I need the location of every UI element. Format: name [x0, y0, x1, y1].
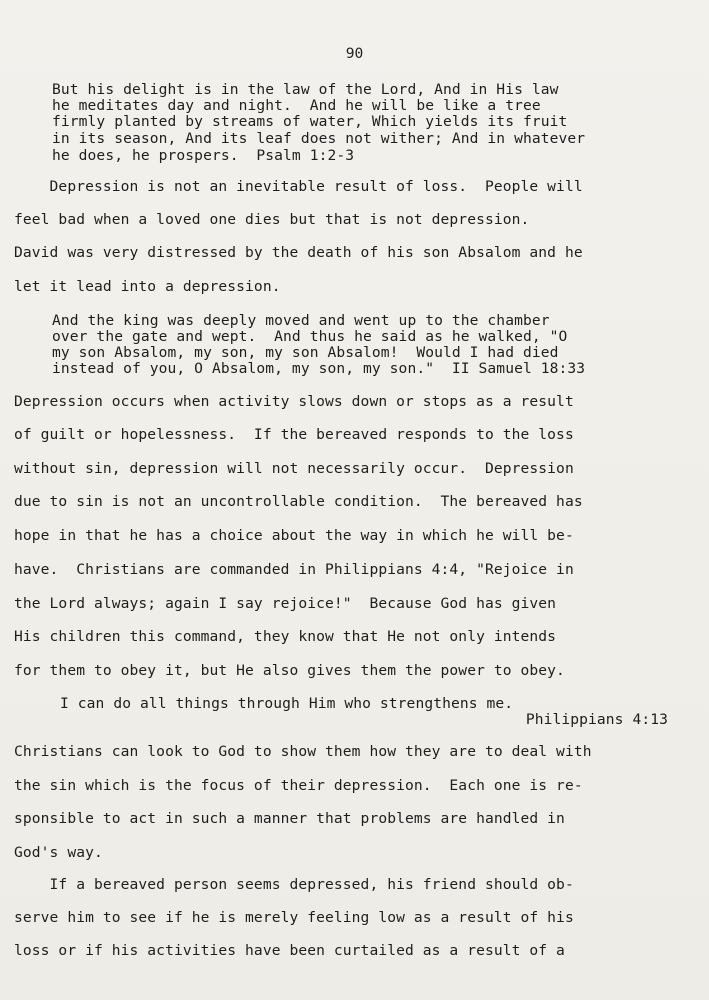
text-line: David was very distressed by the death of his son Absalom and he — [14, 244, 583, 261]
text-line: let it lead into a depression. — [14, 278, 281, 295]
quote-line: And the king was deeply moved and went up to the chamber — [52, 312, 550, 329]
text-line: God's way. — [14, 844, 103, 861]
page-number: 90 — [345, 45, 364, 62]
text-line: hope in that he has a choice about the way in which he will be- — [14, 527, 574, 544]
quote-line: he does, he prospers. Psalm 1:2-3 — [52, 147, 355, 164]
text-line: for them to obey it, but He also gives them the power to obey. — [14, 662, 565, 679]
quote-line: I can do all things through Him who strengthens me. — [60, 695, 514, 712]
quote-line: in its season, And its leaf does not wither; And in whatever — [52, 130, 586, 147]
quote-line: But his delight is in the law of the Lord, And in His law — [52, 81, 559, 98]
quote-line: he meditates day and night. And he will be like a tree — [52, 97, 541, 114]
quote-line: my son Absalom, my son, my son Absalom! Would I had died — [52, 344, 559, 361]
text-line: due to sin is not an uncontrollable condition. The bereaved has — [14, 493, 583, 510]
text-line: Depression occurs when activity slows down or stops as a result — [14, 393, 574, 410]
quote-reference: Philippians 4:13 — [525, 711, 668, 728]
text-line: If a bereaved person seems depressed, his friend should ob- — [14, 876, 574, 893]
text-line: sponsible to act in such a manner that problems are handled in — [14, 810, 565, 827]
text-line: His children this command, they know that He not only intends — [14, 628, 557, 645]
text-line: the sin which is the focus of their depression. Each one is re- — [14, 777, 583, 794]
quote-line: over the gate and wept. And thus he said as he walked, "O — [52, 328, 568, 345]
text-line: Christians can look to God to show them how they are to deal with — [14, 743, 592, 760]
text-line: serve him to see if he is merely feeling low as a result of his — [14, 909, 574, 926]
text-line: without sin, depression will not necessarily occur. Depression — [14, 460, 574, 477]
text-line: of guilt or hopelessness. If the bereaved responds to the loss — [14, 426, 574, 443]
text-line: Depression is not an inevitable result of loss. People will — [14, 178, 583, 195]
text-line: the Lord always; again I say rejoice!" Because God has given — [14, 595, 557, 612]
text-line: feel bad when a loved one dies but that is not depression. — [14, 211, 530, 228]
quote-line: instead of you, O Absalom, my son, my son." II Samuel 18:33 — [52, 360, 586, 377]
text-line: loss or if his activities have been curtailed as a result of a — [14, 942, 565, 959]
quote-line: firmly planted by streams of water, Which yields its fruit — [52, 113, 568, 130]
text-line: have. Christians are commanded in Philippians 4:4, "Rejoice in — [14, 561, 574, 578]
